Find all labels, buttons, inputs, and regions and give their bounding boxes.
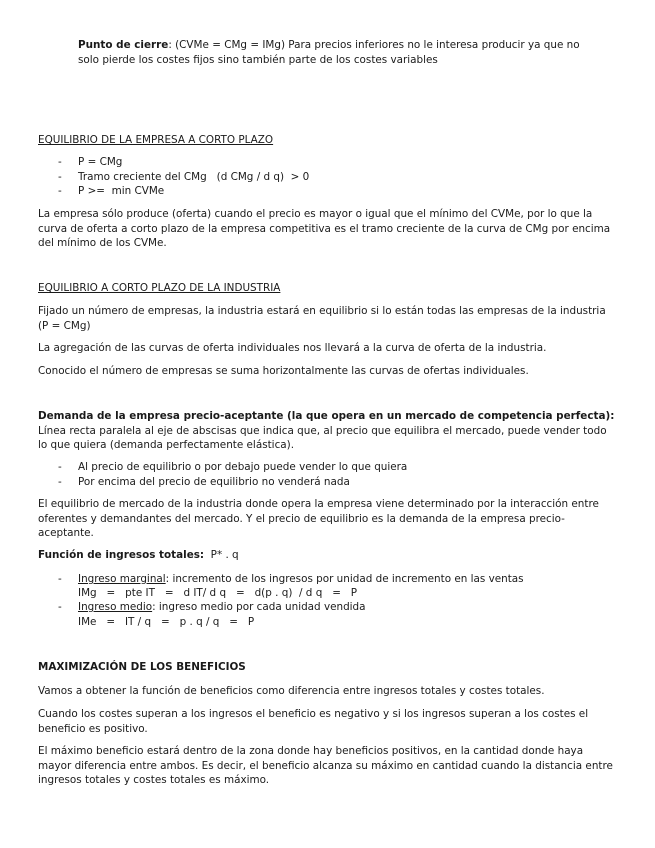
punto-cierre-line2: solo pierde los costes fijos sino también parte de los costes variables — [78, 53, 438, 66]
ingresos-bullets-2 — [38, 600, 616, 615]
maximizacion-p2-block — [38, 707, 616, 736]
eq-industria-p2-block — [38, 341, 616, 356]
ingreso-medio-text: : ingreso medio por cada unidad vendida — [152, 601, 366, 613]
bullet-text: P = CMg — [78, 156, 123, 168]
eq-industria-p3: Conocido el número de empresas se suma horizontalmente las curvas de ofertas individuales. — [38, 365, 529, 377]
maximizacion-heading-text — [38, 660, 616, 675]
bullet-text: P >= min CVMe — [78, 185, 165, 197]
maximizacion-p1-block — [38, 684, 616, 699]
demanda-text: Línea recta paralela al eje de abscisas que indica que, al precio que equilibra el mercado, puede vender todo lo que quiera (demanda perfectamente elástica). — [38, 424, 607, 451]
ingreso-medio-formula: IMe = IT / q = p . q / q = P — [78, 616, 255, 628]
ingresos-label: Función de ingresos totales: — [38, 549, 205, 561]
demanda-paragraph — [38, 409, 616, 453]
ingreso-marginal-formula: IMg = pte IT = d IT/ d q = d(p . q) / d q = P — [78, 587, 358, 599]
eq-empresa-paragraph: La empresa sólo produce (oferta) cuando el precio es mayor o igual que el mínimo del CVMe, por lo que la curva de oferta a corto plazo de la empresa competitiva es el tramo creciente de la curva de CMg por encima del mínimo de los CVMe. — [38, 208, 611, 249]
eq-industria-p1: Fijado un número de empresas, la industria estará en equilibrio si lo están todas las empresas de la industria (P = CMg) — [38, 305, 606, 332]
demanda-bullets — [38, 460, 616, 489]
list-item: - P >= min CVMe — [58, 185, 165, 197]
bullet-text: Al precio de equilibrio o por debajo puede vender lo que quiera — [78, 461, 408, 473]
demanda-block — [38, 409, 616, 453]
ingreso-marginal-label: Ingreso marginal — [78, 573, 166, 585]
demanda-paragraph-block — [38, 497, 616, 541]
ingresos-formula: P* . q — [204, 549, 239, 561]
ingreso-medio-label: Ingreso medio — [78, 601, 153, 613]
punto-cierre-label: Punto de cierre — [78, 39, 169, 51]
punto-cierre-line1 — [78, 38, 616, 53]
demanda-equilibrio-paragraph: El equilibrio de mercado de la industria donde opera la empresa viene determinado por la interacción entre oferentes y demandantes del mercado. Y el precio de equilibrio es la demanda de la empresa precio-aceptante. — [38, 498, 599, 539]
eq-empresa-paragraph-block — [38, 207, 616, 251]
eq-empresa-heading-text: EQUILIBRIO DE LA EMPRESA A CORTO PLAZO — [38, 134, 274, 146]
maximizacion-heading — [38, 660, 616, 675]
ingresos-bullets — [38, 572, 616, 587]
eq-empresa-bullets — [38, 155, 616, 199]
eq-industria-heading-text: EQUILIBRIO A CORTO PLAZO DE LA INDUSTRIA — [38, 282, 281, 294]
list-item: - Ingreso medio: ingreso medio por cada unidad vendida — [58, 601, 366, 613]
list-item: - Ingreso marginal: incremento de los ingresos por unidad de incremento en las ventas — [58, 573, 524, 585]
eq-empresa-heading — [38, 133, 616, 148]
maximizacion-p2: Cuando los costes superan a los ingresos el beneficio es negativo y si los ingresos superan a los costes el beneficio es positivo. — [38, 708, 589, 735]
list-item: - Tramo creciente del CMg (d CMg / d q) > 0 — [58, 170, 310, 183]
punto-cierre-text1: : (CVMe = CMg = IMg) Para precios inferiores no le interesa producir ya que no — [168, 39, 580, 51]
ingresos-heading-line — [38, 548, 616, 563]
eq-industria-p3-block — [38, 364, 616, 379]
eq-industria-p2: La agregación de las curvas de oferta individuales nos llevará a la curva de oferta de la industria. — [38, 342, 547, 354]
maximizacion-p3: El máximo beneficio estará dentro de la zona donde hay beneficios positivos, en la cantidad donde haya mayor diferencia entre ambos. Es decir, el beneficio alcanza su máximo en cantidad cuando la distancia entre ingresos totales y costes totales es máximo. — [38, 745, 613, 786]
bullet-text: Tramo creciente del CMg (d CMg / d q) > 0 — [78, 170, 310, 183]
eq-industria-p1-block — [38, 304, 616, 333]
bullet-text: Por encima del precio de equilibrio no venderá nada — [78, 475, 350, 488]
demanda-bold: Demanda de la empresa precio-aceptante (la que opera en un mercado de competencia perfecta): — [38, 410, 615, 422]
maximizacion-p3-block — [38, 744, 616, 788]
eq-industria-heading — [38, 281, 616, 296]
list-item: - Al precio de equilibrio o por debajo puede vender lo que quiera — [58, 461, 408, 473]
maximizacion-heading-bold: MAXIMIZACIÓN DE LOS BENEFICIOS — [38, 661, 246, 673]
ingresos-heading — [38, 548, 616, 563]
punto-cierre-block — [78, 38, 616, 67]
ingreso-marginal-text: : incremento de los ingresos por unidad de incremento en las ventas — [165, 573, 524, 585]
maximizacion-p1: Vamos a obtener la función de beneficios como diferencia entre ingresos totales y costes totales. — [38, 685, 545, 697]
list-item: - Por encima del precio de equilibrio no venderá nada — [58, 475, 350, 488]
list-item: - P = CMg — [58, 156, 123, 168]
